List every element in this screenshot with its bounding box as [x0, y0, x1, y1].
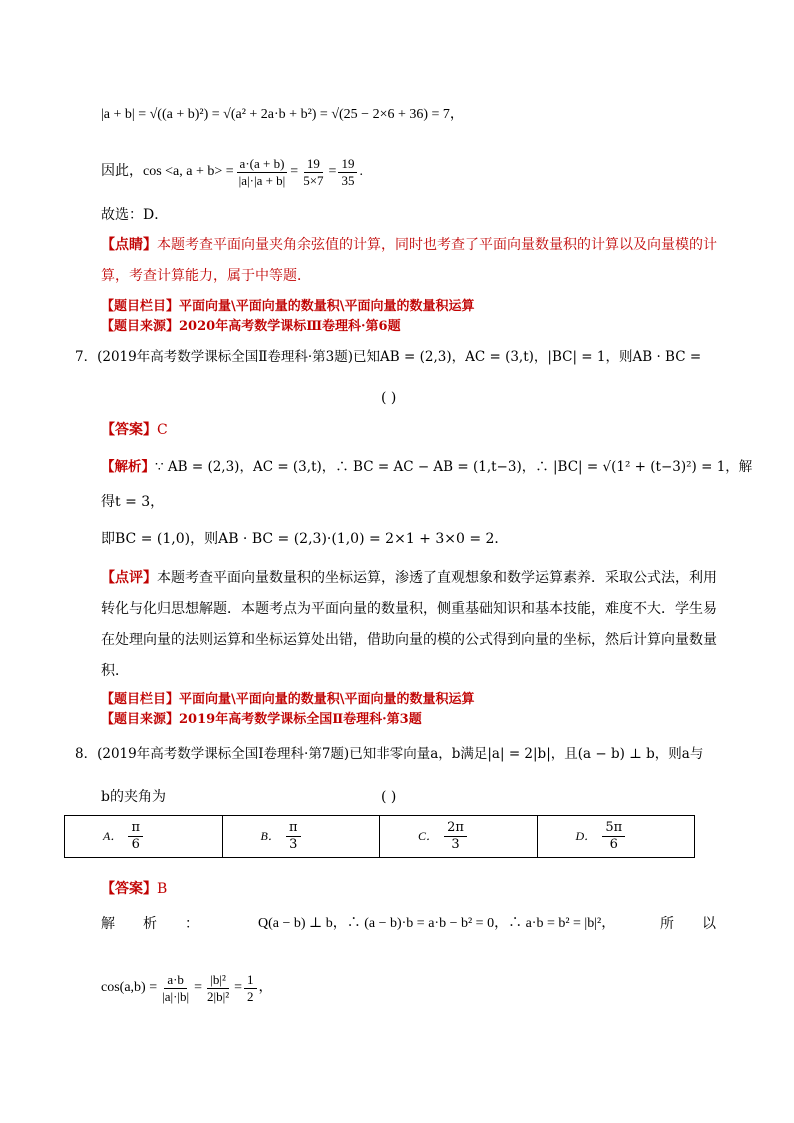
- review-text-1: 本题考查平面向量数量积的坐标运算，渗透了直观想象和数学运算素养．采取公式法，利用: [157, 570, 717, 586]
- answer-tag: 【答案】: [101, 422, 157, 438]
- choice-d-fraction: [602, 820, 625, 853]
- equation-magnitude: |a + b| = √((a + b)²) = √(a² + 2a·b + b²) = √(25 − 2×6 + 36) = 7，: [101, 107, 464, 122]
- cos-fraction-3-den: 2: [247, 988, 254, 1004]
- source-tag: 【题目来源】: [101, 319, 180, 334]
- cos-prefix: cos(a,b) =: [101, 980, 158, 995]
- choices-table: [64, 815, 695, 858]
- question-8-solution-1: Q(a − b) ⊥ b，∴ (a − b)·b = a·b − b² = 0，∴ a·b = b² = |b|²，: [258, 916, 616, 931]
- fraction-2: [300, 156, 326, 189]
- equation-cosine-prefix: 因此，cos <a, a + b> =: [101, 164, 234, 179]
- choice-b-den: 3: [289, 837, 298, 852]
- source-tag: 【题目来源】: [101, 712, 180, 727]
- column-text: 平面向量\平面向量的数量积\平面向量的数量积运算: [179, 299, 475, 314]
- choice-c: [380, 816, 538, 858]
- choice-b: [222, 816, 380, 858]
- question-7-review-4: 积．: [101, 663, 129, 679]
- equals-sign: =: [234, 980, 243, 995]
- cos-fraction-1-den: |a|·|b|: [162, 988, 190, 1004]
- question-8-stem-1: 8．(2019年高考数学课标全国Ⅰ卷理科·第7题)已知非零向量a，b满足|a| = 2|b|，且(a − b) ⊥ b，则a与: [75, 746, 704, 762]
- choice-d-den: 6: [609, 837, 618, 852]
- fraction-3-den: 35: [341, 172, 355, 188]
- choice-b-letter: B．: [260, 829, 280, 843]
- comment-line-2: 算，考查计算能力，属于中等题．: [101, 268, 311, 284]
- fraction-2-den: 5×7: [303, 172, 324, 188]
- choice-a-num: π: [128, 820, 143, 837]
- choice-b-num: π: [286, 820, 301, 837]
- cos-fraction-2: [204, 972, 232, 1005]
- equals-sign: =: [290, 164, 299, 179]
- question-8-stem-2: b的夹角为: [101, 789, 166, 805]
- question-7-source-line: [101, 710, 422, 730]
- question-8-answer: [101, 879, 167, 899]
- cos-fraction-2-num: |b|²: [207, 972, 229, 989]
- equals-sign: =: [328, 164, 337, 179]
- answer-tag: 【答案】: [101, 881, 157, 897]
- fraction-1: [236, 156, 289, 189]
- equals-sign: =: [194, 980, 203, 995]
- cos-fraction-1: [159, 972, 192, 1005]
- choice-d: [537, 816, 695, 858]
- comment-line-1: [101, 235, 717, 255]
- answer-line: 故选：D．: [101, 207, 169, 223]
- choice-a-den: 6: [131, 837, 140, 852]
- cos-fraction-1-num: a·b: [164, 972, 187, 989]
- cos-fraction-3-num: 1: [244, 972, 257, 989]
- fraction-2-num: 19: [304, 156, 323, 173]
- column-text: 平面向量\平面向量的数量积\平面向量的数量积运算: [179, 692, 475, 707]
- choice-c-fraction: [444, 820, 467, 853]
- cos-fraction-3: [244, 972, 257, 1005]
- choice-a-letter: A．: [103, 829, 123, 843]
- source-line: [101, 317, 401, 337]
- answer-value: B: [157, 881, 168, 897]
- question-7-blank: ( ): [381, 390, 397, 406]
- question-7-solution-1: [101, 457, 752, 477]
- period: .: [359, 164, 363, 179]
- question-7-solution-3: 即BC = (1,0)，则AB · BC = (2,3)·(1,0) = 2×1 + 3×0 = 2．: [101, 531, 509, 547]
- question-8-solution-1-end: 所 以: [660, 916, 716, 932]
- comment-tag: 【点睛】: [101, 237, 157, 253]
- question-7-answer: [101, 420, 168, 440]
- fraction-1-num: a·(a + b): [237, 156, 288, 173]
- column-line: [101, 297, 475, 317]
- column-tag: 【题目栏目】: [101, 299, 180, 314]
- choice-a-fraction: [128, 820, 143, 853]
- fraction-3-num: 19: [338, 156, 357, 173]
- choice-d-num: 5π: [602, 820, 625, 837]
- fraction-3: [338, 156, 357, 189]
- question-8-solution-2: [101, 960, 273, 1016]
- question-7-solution-2: 得t = 3，: [101, 494, 165, 510]
- solution-tag: 【解析】: [101, 459, 155, 475]
- comma: ，: [258, 980, 273, 995]
- choice-a: [65, 816, 223, 858]
- source-text: 2020年高考数学课标Ⅲ卷理科·第6题: [179, 319, 401, 334]
- question-7-stem: 7．(2019年高考数学课标全国Ⅱ卷理科·第3题)已知AB = (2,3)，AC = (3,t)，|BC| = 1，则AB · BC =: [75, 349, 702, 365]
- question-8-blank: ( ): [381, 789, 397, 805]
- answer-value: C: [157, 422, 168, 438]
- choice-c-den: 3: [451, 837, 460, 852]
- equation-cosine: [101, 152, 363, 192]
- cos-fraction-2-den: 2|b|²: [207, 988, 230, 1004]
- question-7-column-line: [101, 690, 475, 710]
- choice-c-letter: C．: [418, 829, 439, 843]
- review-tag: 【点评】: [101, 570, 157, 586]
- comment-text: 本题考查平面向量夹角余弦值的计算，同时也考查了平面向量数量积的计算以及向量模的计: [157, 237, 717, 253]
- column-tag: 【题目栏目】: [101, 692, 180, 707]
- question-8-solution-label: 解 析 ：: [101, 916, 199, 932]
- choice-d-letter: D．: [575, 829, 597, 843]
- source-text: 2019年高考数学课标全国Ⅱ卷理科·第3题: [179, 712, 422, 727]
- choice-b-fraction: [286, 820, 301, 853]
- choice-c-num: 2π: [444, 820, 467, 837]
- question-7-review-1: [101, 568, 717, 588]
- solution-text-1: ∵ AB = (2,3)，AC = (3,t)，∴ BC = AC − AB = (1,t−3)，∴ |BC| = √(1² + (t−3)²) = 1，解: [155, 459, 753, 475]
- question-7-review-2: 转化与化归思想解题．本题考点为平面向量的数量积，侧重基础知识和基本技能，难度不大．学生易: [101, 601, 717, 617]
- fraction-1-den: |a|·|a + b|: [238, 172, 286, 188]
- question-7-review-3: 在处理向量的法则运算和坐标运算处出错，借助向量的模的公式得到向量的坐标，然后计算向量数量: [101, 632, 717, 648]
